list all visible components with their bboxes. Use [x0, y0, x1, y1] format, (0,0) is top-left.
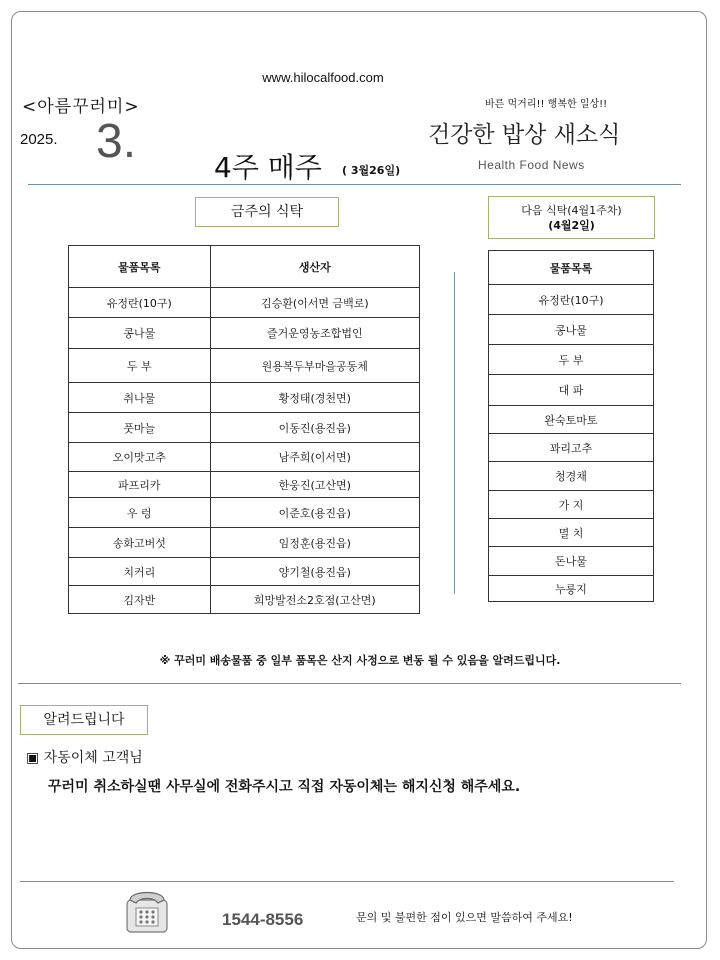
table-row [69, 413, 420, 443]
this-week-title: 금주의 식탁 [195, 197, 339, 227]
table-row [489, 345, 654, 375]
producer-cell: 남주희(이서면) [210, 443, 419, 472]
table-row [489, 462, 654, 491]
auto-transfer-title: ▣ 자동이체 고객님 [26, 750, 143, 766]
change-notice: ※ 꾸러미 배송물품 중 일부 품목은 산지 사정으로 변동 될 수 있음을 알려드립니다. [159, 654, 561, 667]
producer-cell: 황정태(경천면) [210, 383, 419, 413]
producer-cell: 희망발전소2호점(고산면) [210, 586, 419, 614]
footer-divider [20, 881, 674, 882]
newsletter-english-title: Health Food News [478, 158, 585, 172]
producer-cell: 양기철(용진읍) [210, 558, 419, 586]
issue-date: ( 3월26일) [342, 164, 401, 177]
table-row [489, 406, 654, 434]
table-row [69, 498, 420, 528]
producer-cell: 원용복두부마을공동체 [210, 349, 419, 383]
table-row [489, 315, 654, 345]
table-row [489, 491, 654, 519]
column-divider [454, 272, 455, 594]
table-row [69, 318, 420, 349]
item-cell: 청경채 [489, 462, 654, 491]
footer-message: 문의 및 불편한 점이 있으면 말씀하여 주세요! [356, 911, 573, 924]
header-divider [28, 184, 681, 185]
this-week-table [68, 245, 420, 614]
item-cell: 치커리 [69, 558, 211, 586]
auto-transfer-message: 꾸러미 취소하실땐 사무실에 전화주시고 직접 자동이체는 해지신청 해주세요. [48, 779, 521, 795]
issue-week: 4주 매주 [214, 151, 322, 184]
item-cell: 파프리카 [69, 472, 211, 498]
next-week-title: 다음 식탁(4월1주차) [521, 204, 622, 217]
table-header-row [69, 246, 420, 288]
producer-cell: 이준호(용진읍) [210, 498, 419, 528]
item-cell: 유정란(10구) [489, 285, 654, 315]
website-url: www.hilocalfood.com [262, 70, 384, 85]
phone-number[interactable]: 1544-8556 [222, 910, 304, 929]
table-row [69, 472, 420, 498]
telephone-icon [124, 886, 170, 936]
item-cell: 대 파 [489, 375, 654, 406]
table-row [69, 528, 420, 558]
item-cell: 두 부 [69, 349, 211, 383]
item-cell: 김자반 [69, 586, 211, 614]
item-cell: 누룽지 [489, 576, 654, 602]
item-cell: 콩나물 [489, 315, 654, 345]
item-cell: 멸 치 [489, 519, 654, 547]
brand-name: <아름꾸러미> [22, 97, 140, 117]
table-row [69, 288, 420, 318]
item-cell: 풋마늘 [69, 413, 211, 443]
table-row [69, 349, 420, 383]
producer-cell: 한웅진(고산면) [210, 472, 419, 498]
table-row [489, 285, 654, 315]
issue-month: 3. [96, 115, 137, 168]
producer-cell: 임정훈(용진읍) [210, 528, 419, 558]
item-cell: 가 지 [489, 491, 654, 519]
table-row [69, 558, 420, 586]
table-row [69, 443, 420, 472]
producer-cell: 김승환(이서면 금백로) [210, 288, 419, 318]
table-row [69, 586, 420, 614]
column-header-producer: 생산자 [210, 246, 419, 288]
newsletter-title: 건강한 밥상 새소식 [428, 122, 621, 148]
table-row [489, 547, 654, 576]
issue-year: 2025. [20, 131, 58, 148]
item-cell: 오이맛고추 [69, 443, 211, 472]
item-cell: 꽈리고추 [489, 434, 654, 462]
table-row [489, 434, 654, 462]
next-week-table [488, 250, 654, 602]
table-row [489, 519, 654, 547]
item-cell: 완숙토마토 [489, 406, 654, 434]
slogan: 바른 먹거리!! 행복한 일상!! [485, 99, 608, 110]
item-cell: 송화고버섯 [69, 528, 211, 558]
item-cell: 돈나물 [489, 547, 654, 576]
item-cell: 취나물 [69, 383, 211, 413]
notice-divider [18, 683, 681, 684]
table-header-row [489, 251, 654, 285]
item-cell: 유정란(10구) [69, 288, 211, 318]
item-cell: 콩나물 [69, 318, 211, 349]
table-row [489, 375, 654, 406]
item-cell: 두 부 [489, 345, 654, 375]
next-week-title-box [488, 196, 655, 239]
producer-cell: 이동진(용진읍) [210, 413, 419, 443]
table-row [69, 383, 420, 413]
table-row [489, 576, 654, 602]
item-cell: 우 렁 [69, 498, 211, 528]
column-header-items: 물품목록 [69, 246, 211, 288]
notice-box-title: 알려드립니다 [20, 705, 148, 735]
next-week-date: (4월2일) [548, 219, 595, 232]
producer-cell: 즐거운영농조합법인 [210, 318, 419, 349]
column-header-items: 물품목록 [489, 251, 654, 285]
